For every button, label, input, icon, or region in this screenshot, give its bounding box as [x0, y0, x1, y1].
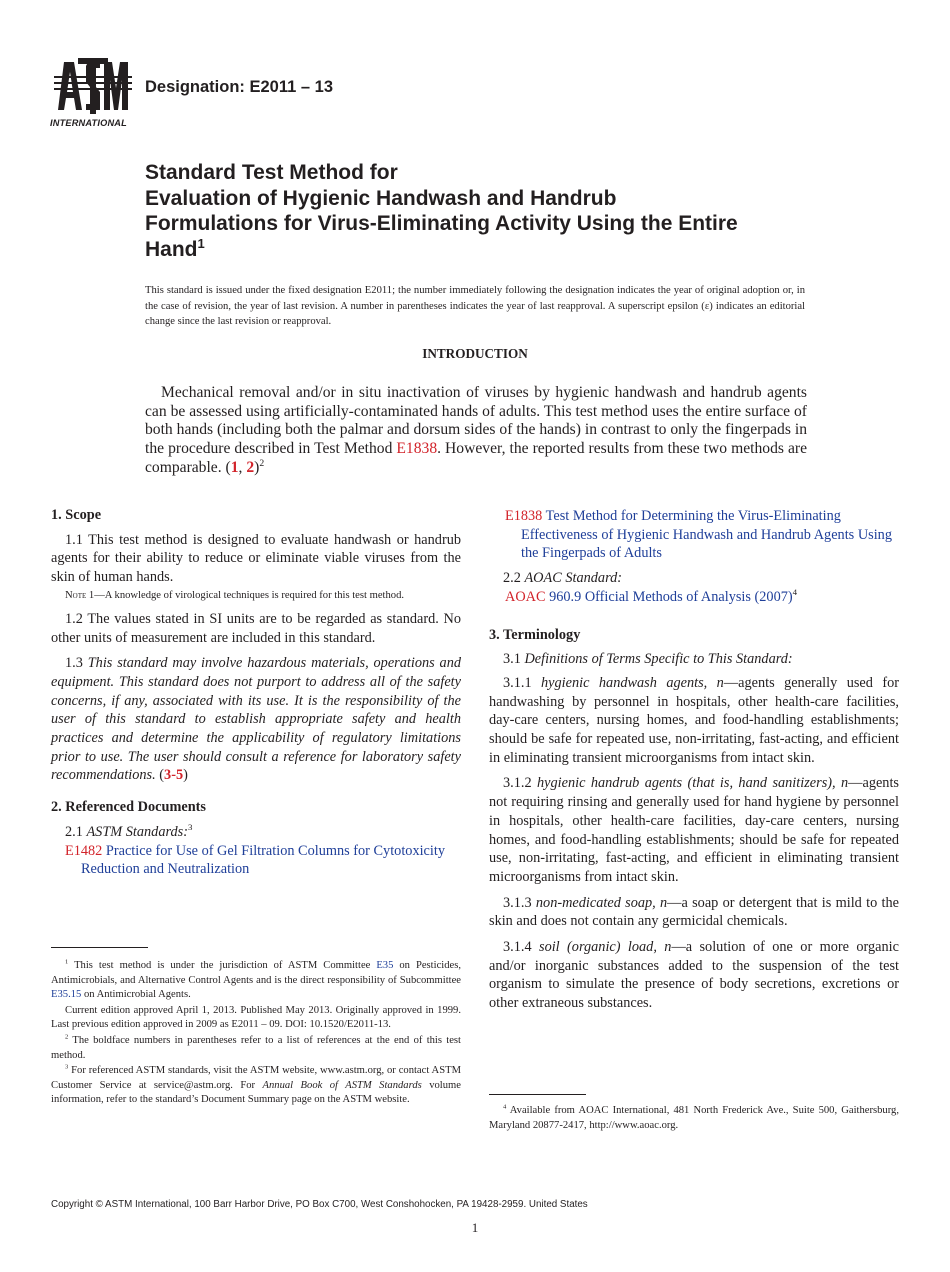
- term: hygienic handwash agents, n: [541, 674, 724, 691]
- paragraph-2-1: [51, 823, 461, 842]
- e1838-link[interactable]: E1838: [396, 440, 438, 458]
- note-label: Note: [65, 589, 87, 601]
- reference-title[interactable]: Test Method for Determining the Virus-Eliminating Effectiveness of Hygienic Handwash and Handrub Agents Using the Fingerpads of Adults: [521, 508, 892, 562]
- ref-link-1[interactable]: 1: [230, 458, 239, 476]
- note-text: 1—A knowledge of virological techniques is required for this test method.: [86, 589, 405, 601]
- ref-link-3-5[interactable]: 3-5: [164, 767, 184, 784]
- designation: Designation: E2011 – 13: [145, 78, 334, 96]
- footnote-divider: [489, 1094, 586, 1095]
- referenced-documents-heading: 2. Referenced Documents: [51, 799, 206, 816]
- left-column: [51, 506, 461, 879]
- paragraph-3-1-4: [489, 938, 899, 1013]
- reference-e1482[interactable]: [65, 842, 461, 879]
- para-text: ): [183, 767, 188, 784]
- note-1: [51, 589, 461, 603]
- para-label: AOAC Standard:: [524, 570, 623, 587]
- para-num: 3.1: [503, 651, 525, 668]
- para-num: 3.1.2: [503, 775, 538, 792]
- reference-e1838[interactable]: [505, 507, 899, 563]
- footnote-marker: 4: [792, 587, 798, 598]
- terminology-heading: 3. Terminology: [489, 626, 581, 643]
- para-text: (: [155, 767, 165, 784]
- footnote-text: Available from AOAC International, 481 North Frederick Ave., Suite 500, Gaithersburg, Maryland 20877-2417, http://www.aoac.org.: [489, 1105, 899, 1131]
- para-num: 2.1: [65, 823, 87, 840]
- paragraph-3-1: [489, 650, 899, 669]
- reference-title[interactable]: Practice for Use of Gel Filtration Columns for Cytotoxicity Reduction and Neutralization: [81, 842, 445, 878]
- intro-text: ,: [238, 458, 247, 476]
- para-num: 3.1.1: [503, 674, 542, 691]
- footnote-marker: 3: [188, 822, 193, 833]
- footnote-text: on Pesticides, Antimicrobials, and Alternative Control Agents and is the direct responsibility of Subcommittee: [51, 960, 461, 986]
- reference-code[interactable]: E1482: [65, 842, 103, 859]
- reference-title[interactable]: 960.9 Official Methods of Analysis (2007): [545, 588, 793, 605]
- introduction-heading: INTRODUCTION: [422, 346, 528, 361]
- right-column: [489, 507, 899, 1013]
- astm-logo: [52, 58, 136, 132]
- footnote-1-edition: Current edition approved April 1, 2013. Published May 2013. Originally approved in 1999. Last previous edition approved in 2009 as E2011 – 09. DOI: 10.1520/E2011-13.: [51, 1004, 461, 1031]
- para-num: 1.3: [65, 655, 88, 672]
- paragraph-3-1-2: [489, 774, 899, 886]
- para-num: 2.2: [503, 570, 525, 587]
- para-num: 3.1.3: [503, 894, 536, 911]
- footnote-marker: 1: [197, 235, 205, 251]
- footnote-marker: 2: [259, 457, 265, 469]
- footnote-4: [489, 1104, 899, 1133]
- paragraph-3-1-3: [489, 894, 899, 931]
- footnote-text-italic: Annual Book of ASTM Standards: [262, 1079, 422, 1091]
- intro-text: . However, the reported results from these two methods are comparable. (: [145, 440, 807, 476]
- page-number: 1: [471, 1220, 479, 1235]
- copyright: Copyright © ASTM International, 100 Barr Harbor Drive, PO Box C700, West Conshohocken, PA 19428-2959. United States: [51, 1199, 588, 1210]
- footnote-marker: 4: [503, 1103, 507, 1111]
- definition: —a solution of one or more organic and/or inorganic substances added to the suspension of the test organism to simulate the presence of body secretions, excretions or other extraneous substances.: [489, 939, 899, 1012]
- logo-text: INTERNATIONAL: [50, 118, 127, 128]
- paragraph-2-2: [489, 569, 899, 588]
- intro-text: Mechanical removal and/or in situ inactivation of viruses by hygienic handwash and handrub agents can be assessed using artificially-contaminated hands of adults. This test method uses the entire surface of both hands (including both the palmar and dorsum sides of the hands) in contrast to only the fingerpads in the procedure described in Test Method: [145, 384, 807, 458]
- scope-heading: 1. Scope: [51, 507, 102, 523]
- definition: —agents generally used for handwashing by personnel in hospitals, other health-care facilities, day-care centers, nursing homes, and food-handling establishments; should be safe for repeated use, non-irritating, fast-acting, and efficient in eliminating transient microorganisms from intact skin.: [489, 674, 899, 766]
- paragraph-3-1-1: [489, 674, 899, 768]
- e35-15-link[interactable]: E35.15: [51, 989, 82, 1001]
- ref-link-2[interactable]: 2: [246, 458, 255, 476]
- left-footnotes: [51, 959, 461, 1109]
- footnote-3: [51, 1064, 461, 1108]
- term: soil (organic) load, n: [539, 939, 672, 956]
- introduction-paragraph: [145, 384, 807, 478]
- reference-aoac[interactable]: [505, 588, 899, 607]
- footnote-2: [51, 1034, 461, 1063]
- definition: —agents not requiring rinsing and generally used for hand hygiene by personnel in hospitals, other health-care facilities, day-care centers, nursing homes, and food-handling establishments; should be safe for repeated use, non-irritating, fast-acting, and efficient in eliminating transient microorganisms from intact skin.: [489, 775, 899, 885]
- document-title: [145, 160, 845, 262]
- term: non-medicated soap, n: [535, 894, 668, 911]
- reference-code[interactable]: AOAC: [505, 588, 546, 605]
- footnote-marker: 2: [65, 1033, 69, 1041]
- footnote-divider: [51, 947, 148, 948]
- footnote-text: For referenced ASTM standards, visit the ASTM website, www.astm.org, or contact ASTM Customer Service at service@astm.org. For: [51, 1065, 461, 1091]
- reference-code[interactable]: E1838: [505, 508, 543, 524]
- footnote-text: This test method is under the jurisdiction of ASTM Committee: [68, 960, 377, 971]
- title-line-text: Hand: [145, 237, 198, 261]
- footnote-1: [51, 959, 461, 1003]
- footnote-marker: 3: [65, 1063, 69, 1071]
- para-label: ASTM Standards:: [86, 823, 188, 840]
- title-line: Standard Test Method for: [145, 161, 398, 184]
- title-line: [145, 237, 845, 263]
- para-num: 3.1.4: [503, 939, 539, 956]
- footnote-text: The boldface numbers in parentheses refer to a list of references at the end of this test method.: [51, 1034, 461, 1061]
- e35-link[interactable]: E35: [376, 960, 394, 971]
- title-line: Evaluation of Hygienic Handwash and Handrub: [145, 186, 617, 210]
- paragraph-1-2: 1.2 The values stated in SI units are to be regarded as standard. No other units of measurement are included in this standard.: [51, 610, 461, 646]
- issue-note: This standard is issued under the fixed designation E2011; the number immediately following the designation indicates the year of original adoption or, in the case of revision, the year of last revision. A number in parentheses indicates the year of last reapproval. A superscript epsilon (ε) indicates an editorial change since the last revision or reapproval.: [145, 285, 805, 327]
- term: hygienic handrub agents (that is, hand sanitizers), n: [537, 775, 849, 792]
- footnote-marker: 1: [65, 958, 69, 966]
- intro-text: ): [254, 458, 260, 476]
- footnote-text: volume information, refer to the standard’s Document Summary page on the ASTM website.: [51, 1079, 461, 1106]
- footnote-text: on Antimicrobial Agents.: [81, 989, 191, 1001]
- definition: —a soap or detergent that is mild to the skin and does not contain any germicidal chemicals.: [489, 894, 899, 930]
- right-footnotes: [489, 1104, 899, 1134]
- title-line: Formulations for Virus-Eliminating Activity Using the Entire: [145, 212, 738, 235]
- paragraph-1-3: [51, 654, 461, 785]
- para-label: Definitions of Terms Specific to This Standard:: [524, 651, 793, 668]
- safety-statement: This standard may involve hazardous materials, operations and equipment. This standard does not purport to address all of the safety concerns, if any, associated with its use. It is the responsibility of the user of this standard to establish appropriate safety and health practices and determine the applicability of regulatory limitations prior to use. The user should consult a reference for laboratory safety recommendations.: [51, 655, 461, 784]
- paragraph-1-1: 1.1 This test method is designed to evaluate handwash or handrub agents for their ability to reduce or eliminate viable viruses from the skin of human hands.: [51, 531, 461, 586]
